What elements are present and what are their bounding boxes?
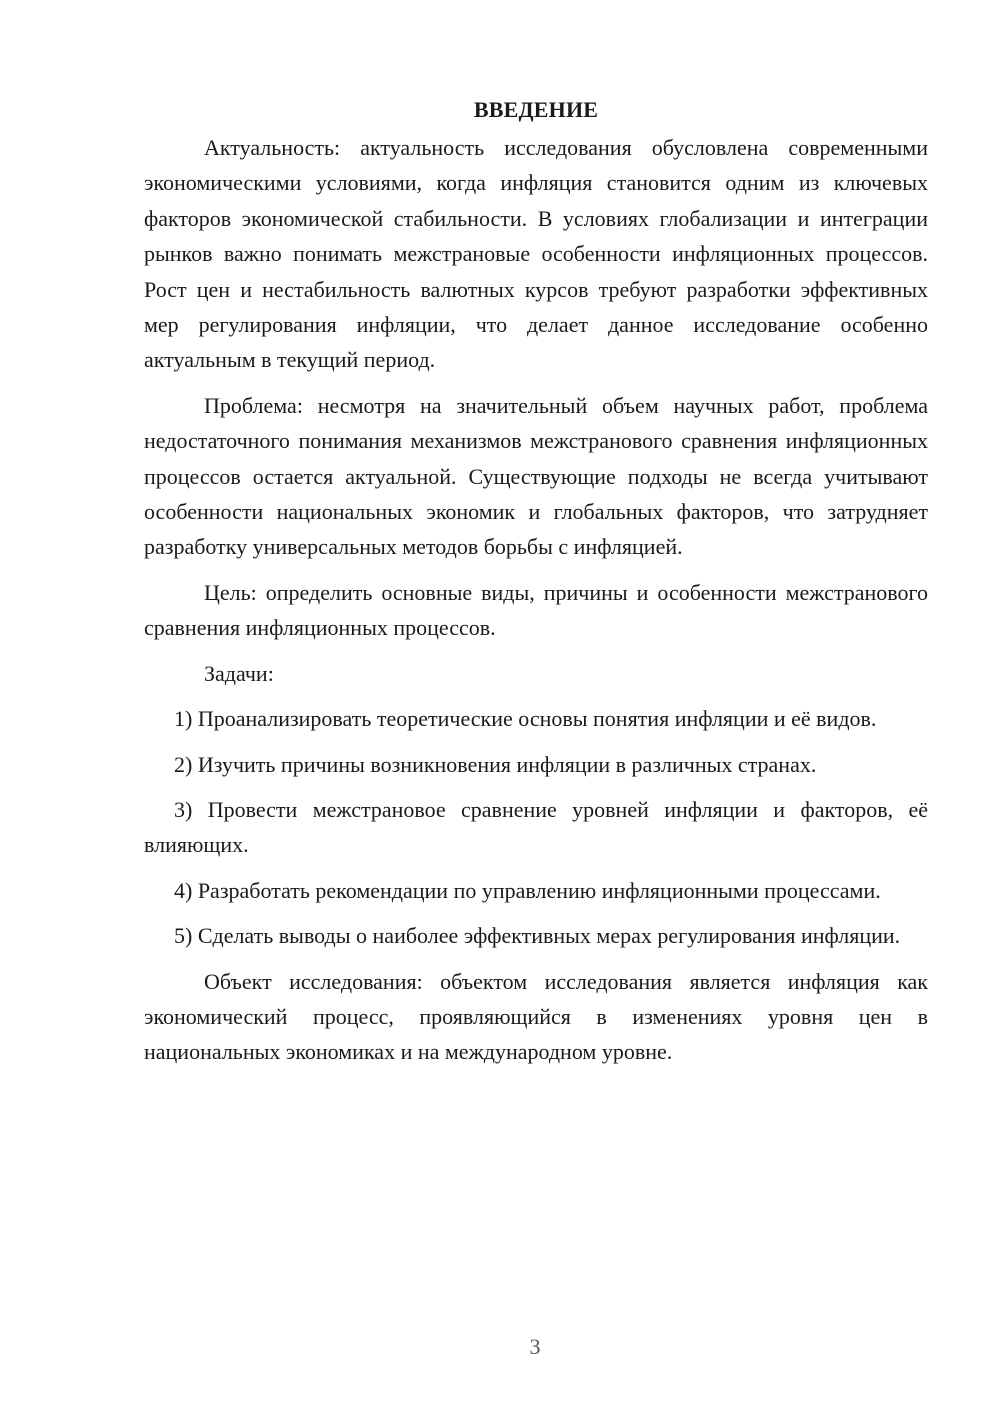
paragraph-problem: Проблема: несмотря на значительный объем научных работ, проблема недостаточного понимания механизмов межстранового сравнения инфляционных процессов остается актуальной. Существующие подходы не всегда учитывают особенности национальных экономик и глобальных факторов, что затрудняет разработку универсальных методов борьбы с инфляцией.: [144, 392, 928, 560]
document-page: [144, 92, 928, 1070]
task-item: 5) Сделать выводы о наиболее эффективных мерах регулирования инфляции.: [174, 923, 901, 949]
page-title: ВВЕДЕНИЕ: [473, 97, 599, 122]
paragraph-object: Объект исследования: объектом исследования является инфляция как экономический процесс, проявляющийся в изменениях уровня цен в национальных экономиках и на международном уровне.: [144, 968, 928, 1065]
tasks-heading: Задачи:: [204, 660, 274, 686]
page-number: 3: [529, 1334, 541, 1359]
task-item: 1) Проанализировать теоретические основы понятия инфляции и её видов.: [174, 706, 877, 732]
task-item: 3) Провести межстрановое сравнение уровней инфляции и факторов, её влияющих.: [144, 796, 928, 858]
task-item: 2) Изучить причины возникновения инфляции в различных странах.: [174, 751, 817, 777]
task-item: 4) Разработать рекомендации по управлению инфляционными процессами.: [174, 877, 881, 903]
paragraph-goal: Цель: определить основные виды, причины и особенности межстранового сравнения инфляционных процессов.: [144, 579, 928, 641]
paragraph-relevance: Актуальность: актуальность исследования обусловлена современными экономическими условиями, когда инфляция становится одним из ключевых факторов экономической стабильности. В условиях глобализации и интеграции рынков важно понимать межстрановые особенности инфляционных процессов. Рост цен и нестабильность валютных курсов требуют разработки эффективных мер регулирования инфляции, что делает данное исследование особенно актуальным в текущий период.: [144, 135, 928, 373]
